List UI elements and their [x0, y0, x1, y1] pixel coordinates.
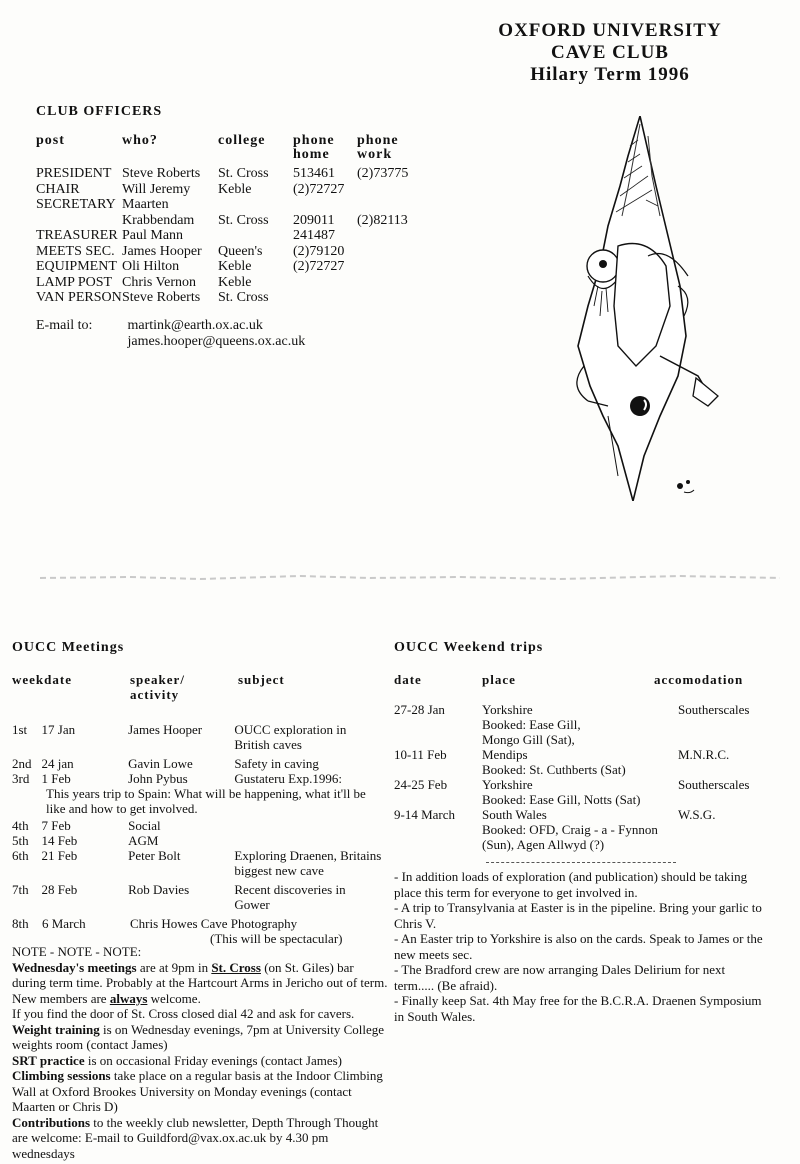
trip-accommodation: W.S.G.: [678, 807, 716, 822]
meetings-section: [12, 640, 382, 946]
meeting-speaker: John Pybus: [128, 771, 188, 786]
officer-row: [36, 290, 417, 306]
officer-phone-work: [357, 259, 417, 275]
meeting-week: 8th: [12, 916, 29, 931]
trip-note: - Finally keep Sat. 4th May free for the B.C.R.A. Draenen Symposium in South Wales.: [394, 993, 762, 1024]
notes-section: [12, 944, 390, 1161]
officers-table: [36, 134, 417, 306]
wednesday-text: are at 9pm in: [136, 959, 212, 975]
meeting-date: 28 Feb: [41, 882, 78, 897]
srt-text: is on occasional Friday evenings (contact James): [84, 1052, 343, 1068]
officer-phone-home: [293, 275, 357, 291]
trip-place: Yorkshire: [482, 702, 533, 717]
meeting-row: [12, 916, 382, 931]
meetings-title: OUCC Meetings: [12, 640, 125, 655]
trip-date: 10-11 Feb: [394, 747, 447, 762]
meeting-week: 1st: [12, 722, 28, 737]
officer-college: St. Cross: [218, 290, 269, 305]
officer-phone-work: [357, 228, 417, 244]
meeting-date: 24 jan: [41, 756, 74, 771]
climbing-note: [12, 1068, 390, 1115]
meeting-row: [12, 848, 382, 878]
caver-drawing: [548, 116, 728, 501]
officer-name: Chris Vernon: [122, 274, 197, 290]
wednesday-label: Wednesday's meetings: [12, 959, 137, 975]
officer-row: [36, 213, 417, 229]
srt-note: [12, 1053, 390, 1069]
contributions-text: to the weekly club newsletter, Depth Through Thought are welcome: E-mail to Guildford@vax.ox.ac.uk by 4.30 pm wednesdays: [12, 1114, 379, 1161]
email-link[interactable]: james.hooper@queens.ox.ac.uk: [127, 334, 306, 349]
officers-header-row: [36, 134, 417, 166]
officer-college: [218, 228, 293, 244]
email-block: [36, 318, 305, 350]
officers-title: CLUB OFFICERS: [36, 104, 163, 119]
door-note: If you find the door of St. Cross closed dial 42 and ask for cavers.: [12, 1006, 355, 1021]
officer-name: Maarten: [122, 197, 169, 212]
meeting-week: 7th: [12, 882, 29, 897]
meeting-speaker: Gavin Lowe: [128, 756, 193, 771]
meeting-subject: OUCC exploration in British caves: [234, 722, 347, 752]
officer-post: [36, 213, 122, 229]
officer-college: St. Cross: [218, 212, 269, 228]
officer-phone-home: [293, 290, 357, 306]
col-who: who?: [122, 133, 158, 148]
officer-name: Will Jeremy: [122, 181, 191, 197]
meeting-date: 7 Feb: [41, 818, 71, 833]
spectacular-note: (This will be spectacular): [210, 931, 343, 946]
header-university: OXFORD UNIVERSITY: [498, 20, 722, 41]
meeting-speaker: AGM: [128, 833, 159, 848]
officer-row: [36, 275, 417, 291]
officer-phone-home: (2)72727: [293, 259, 345, 274]
trip-date: 27-28 Jan: [394, 702, 445, 717]
trips-header: [394, 672, 764, 688]
officer-college: Keble: [218, 274, 252, 290]
officer-phone-work: [357, 244, 417, 260]
col-place: place: [482, 672, 516, 687]
wednesday-text: welcome.: [147, 990, 201, 1006]
officer-post: PRESIDENT: [36, 166, 112, 181]
trip-row: [394, 777, 764, 807]
officer-phone-home: 513461: [293, 166, 335, 181]
weight-note: [12, 1022, 390, 1053]
officer-post: EQUIPMENT: [36, 259, 117, 274]
meeting-subject: Safety in caving: [234, 756, 319, 771]
trip-accommodation: Southerscales: [678, 702, 750, 717]
meeting-row: [12, 771, 382, 786]
contributions-note: [12, 1115, 390, 1162]
wednesday-text: (on St. Giles) bar during term time. Probably at the Hartcourt Arms in Jericho out of term. New members are: [12, 959, 388, 1006]
col-accomodation: accomodation: [654, 672, 744, 687]
wednesday-note: [12, 960, 390, 1007]
trip-booked: Booked: St. Cuthberts (Sat): [482, 762, 626, 777]
meeting-speaker: James Hooper: [128, 722, 203, 737]
officer-row: [36, 166, 417, 182]
meeting-week: 5th: [12, 833, 29, 848]
meeting-speaker: Rob Davies: [128, 882, 190, 897]
srt-label: SRT practice: [12, 1052, 85, 1068]
officer-name: Steve Roberts: [122, 290, 201, 305]
officer-phone-home: 209011: [293, 212, 335, 228]
weight-label: Weight training: [12, 1021, 100, 1037]
trip-place: South Wales: [482, 807, 547, 822]
meeting-row: [12, 833, 382, 848]
officer-college: Queen's: [218, 243, 263, 259]
trip-notes: [394, 869, 764, 1024]
trip-booked: Booked: Ease Gill,: [482, 717, 581, 732]
meeting-date: 17 Jan: [41, 722, 76, 737]
trip-accommodation: Southerscales: [678, 777, 750, 792]
meeting-subject: [234, 818, 382, 833]
trip-row: [394, 747, 764, 777]
officer-phone-work: [357, 197, 417, 213]
header-term: Hilary Term 1996: [530, 64, 690, 85]
meeting-subject: [234, 833, 382, 848]
officer-college: Keble: [218, 259, 252, 274]
meeting-week: 2nd: [12, 756, 32, 771]
meeting-subject: Recent discoveries in Gower: [234, 882, 346, 912]
meeting-speaker: Peter Bolt: [128, 848, 181, 863]
climbing-text: take place on a regular basis at the Indoor Climbing Wall at Oxford Brookes University on Monday evenings (contact Maarten or Chris D): [12, 1068, 383, 1114]
officer-row: [36, 182, 417, 198]
officer-college: Keble: [218, 181, 252, 197]
trip-place: Mendips: [482, 747, 528, 762]
officer-name: Oli Hilton: [122, 259, 180, 274]
officer-college: St. Cross: [218, 166, 269, 181]
trips-section: [394, 640, 764, 1024]
meeting-date: 1 Feb: [41, 771, 71, 786]
officer-post: CHAIR: [36, 181, 80, 197]
meeting-row: [12, 882, 382, 912]
trip-place: Yorkshire: [482, 777, 533, 792]
officer-phone-work: [357, 182, 417, 198]
meeting-row: [12, 756, 382, 771]
meeting-speaker: Chris Howes Cave Photography: [130, 916, 298, 931]
meeting-week: 6th: [12, 848, 29, 863]
officer-name: Paul Mann: [122, 228, 184, 243]
contributions-label: Contributions: [12, 1114, 91, 1130]
weight-text: is on Wednesday evenings, 7pm at University College weights room (contact James): [12, 1021, 385, 1052]
meeting-week: 3rd: [12, 771, 30, 786]
officer-phone-home: (2)79120: [293, 243, 345, 259]
trips-title: OUCC Weekend trips: [394, 640, 544, 655]
trip-booked: Booked: OFD, Craig - a - Fynnon: [482, 822, 658, 837]
meeting-date: 21 Feb: [41, 848, 78, 863]
fold-line: [40, 570, 780, 586]
climbing-label: Climbing sessions: [12, 1068, 111, 1083]
officer-phone-work: (2)82113: [357, 212, 408, 228]
meeting-week: 4th: [12, 818, 29, 833]
officer-college: [218, 197, 293, 213]
col-speaker: speaker/ activity: [130, 672, 185, 702]
trip-booked: Booked: Ease Gill, Notts (Sat): [482, 792, 641, 807]
trip-date: 9-14 March: [394, 807, 456, 822]
meeting-subject: Gustateru Exp.1996:: [234, 771, 342, 786]
col-date: date: [394, 672, 422, 687]
officer-row: [36, 197, 417, 213]
officer-phone-work: [357, 275, 417, 291]
meeting-subject: Exploring Draenen, Britains biggest new cave: [234, 848, 382, 878]
col-phone-home: phone home: [293, 133, 335, 162]
officer-row: [36, 244, 417, 260]
trip-note: - The Bradford crew are now arranging Dales Delirium for next term..... (Be afraid).: [394, 962, 726, 993]
col-subject: subject: [238, 672, 285, 687]
trip-note: - A trip to Transylvania at Easter is in the pipeline. Bring your garlic to Chris V.: [394, 900, 762, 931]
officer-post: MEETS SEC.: [36, 243, 115, 259]
meeting-date: 14 Feb: [41, 833, 78, 848]
email-label: E-mail to:: [36, 318, 93, 333]
trip-note: - An Easter trip to Yorkshire is also on the cards. Speak to James or the new meets sec.: [394, 931, 763, 962]
officer-phone-home: [293, 197, 357, 213]
trip-note: - In addition loads of exploration (and publication) should be taking place this term for everyone to get involved in.: [394, 869, 748, 900]
trip-booked: (Sun), Agen Allwyd (?): [482, 837, 605, 852]
notes-heading: NOTE - NOTE - NOTE:: [12, 944, 142, 959]
trip-booked: Mongo Gill (Sat),: [482, 732, 575, 747]
emphasis-always: always: [109, 990, 148, 1006]
header-club: CAVE CLUB: [551, 42, 669, 63]
venue-name: St. Cross: [211, 959, 261, 975]
meeting-row: [12, 722, 382, 752]
officer-name: Steve Roberts: [122, 166, 201, 181]
trip-row: [394, 702, 764, 747]
spain-trip-note: This years trip to Spain: What will be happening, what it'll be like and how to get involved.: [46, 786, 366, 816]
officer-row: [36, 259, 417, 275]
meeting-row: [12, 818, 382, 833]
officer-name: Krabbendam: [122, 212, 195, 228]
col-college: college: [218, 133, 266, 148]
trip-row: [394, 807, 764, 852]
officer-phone-home: (2)72727: [293, 181, 345, 197]
officer-row: [36, 228, 417, 244]
col-phone-work: phone work: [357, 133, 399, 162]
col-post: post: [36, 133, 65, 148]
meetings-header: [12, 672, 382, 702]
club-header: [480, 20, 740, 86]
officer-name: James Hooper: [122, 243, 202, 259]
meeting-speaker: Social: [128, 818, 161, 833]
officer-phone-work: (2)73775: [357, 166, 409, 181]
officer-post: LAMP POST: [36, 274, 113, 290]
officer-post: TREASURER: [36, 228, 118, 243]
col-weekdate: weekdate: [12, 672, 72, 687]
officer-phone-work: [357, 290, 417, 306]
officer-post: VAN PERSON: [36, 290, 122, 305]
trip-accommodation: M.N.R.C.: [678, 747, 730, 762]
trip-date: 24-25 Feb: [394, 777, 448, 792]
officer-post: SECRETARY: [36, 197, 116, 212]
officer-phone-home: 241487: [293, 228, 335, 243]
email-link[interactable]: martink@earth.ox.ac.uk: [127, 318, 263, 333]
meeting-date: 6 March: [42, 916, 86, 931]
divider: [486, 862, 676, 863]
